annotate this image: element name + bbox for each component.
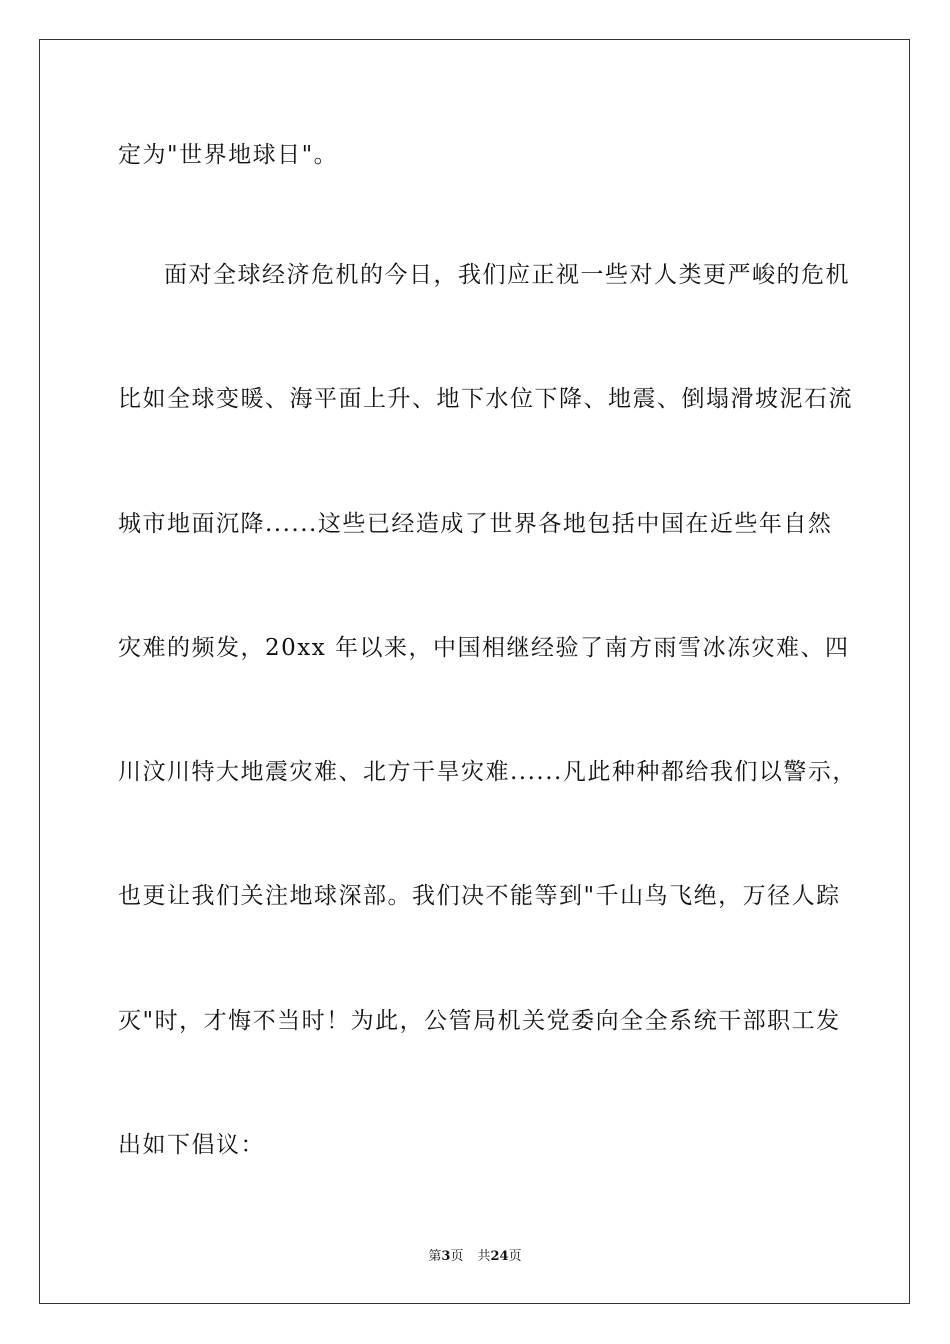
body-text-line: 川汶川特大地震灾难、北方干旱灾难......凡此种种都给我们以警示， bbox=[118, 759, 857, 785]
page-border bbox=[39, 39, 910, 1304]
total-suffix: 页 bbox=[508, 1249, 522, 1264]
page-prefix: 第 bbox=[428, 1249, 442, 1264]
body-text-line: 出如下倡议： bbox=[118, 1132, 265, 1158]
body-text-line: 城市地面沉降......这些已经造成了世界各地包括中国在近些年自然 bbox=[118, 511, 833, 537]
body-text-line: 面对全球经济危机的今日，我们应正视一些对人类更严峻的危机 bbox=[164, 262, 850, 288]
total-prefix: 共 bbox=[477, 1249, 491, 1264]
body-text-line: 灭"时，才悔不当时！为此，公管局机关党委向全全系统干部职工发 bbox=[118, 1008, 841, 1034]
page-suffix: 页 bbox=[450, 1249, 464, 1264]
body-text-line: 定为"世界地球日"。 bbox=[118, 142, 339, 168]
body-text-line: 比如全球变暖、海平面上升、地下水位下降、地震、倒塌滑坡泥石流 bbox=[118, 386, 853, 412]
page-footer bbox=[0, 1248, 950, 1266]
body-text-line: 灾难的频发，20xx 年以来，中国相继经验了南方雨雪冰冻灾难、四 bbox=[118, 635, 850, 661]
body-text-line: 也更让我们关注地球深部。我们决不能等到"千山鸟飞绝，万径人踪 bbox=[118, 883, 841, 909]
page-number: 3 bbox=[441, 1249, 451, 1264]
total-pages: 24 bbox=[490, 1249, 509, 1264]
